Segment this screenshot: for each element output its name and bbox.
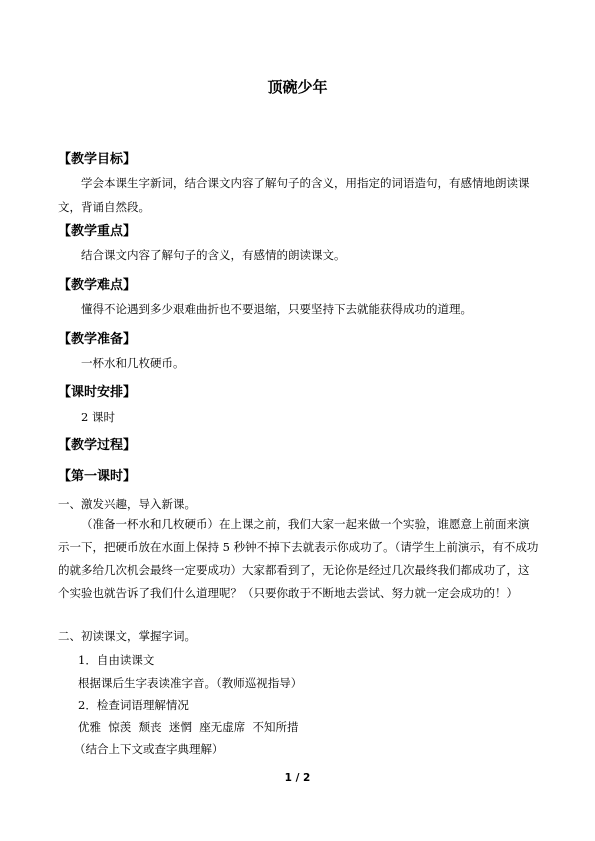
step2-title: 二、初读课文，掌握字词。 bbox=[58, 629, 196, 643]
document-title: 顶碗少年 bbox=[267, 78, 328, 96]
step2-sub1-text: 根据课后生字表读准字音。（教师巡视指导） bbox=[78, 676, 303, 690]
section-heading-key: 【教学重点】 bbox=[58, 224, 137, 239]
section-text-goal: 学会本课生字新词，结合课文内容了解句子的含义，用指定的词语造句，有感情地朗读课文，背诵自然段。 bbox=[58, 176, 530, 214]
section-heading-process: 【教学过程】 bbox=[58, 438, 137, 453]
section-text-schedule: 2 课时 bbox=[81, 410, 115, 424]
section-heading-goal: 【教学目标】 bbox=[58, 152, 137, 167]
step2-sub2-title: 2．检查词语理解情况 bbox=[78, 698, 189, 712]
step2-word-list: 优雅 惊羡 颓丧 迷惘 座无虚席 不知所措 bbox=[78, 720, 299, 734]
section-heading-difficulty: 【教学难点】 bbox=[58, 278, 137, 293]
step1-title: 一、激发兴趣，导入新课。 bbox=[58, 497, 196, 511]
section-heading-schedule: 【课时安排】 bbox=[58, 385, 137, 400]
section-text-prep: 一杯水和几枚硬币。 bbox=[81, 356, 185, 370]
step2-word-note: （结合上下文或查字典理解） bbox=[74, 742, 224, 756]
section-text-key: 结合课文内容了解句子的含义，有感情的朗读课文。 bbox=[81, 248, 346, 262]
step1-text: （准备一杯水和几枚硬币）在上课之前，我们大家一起来做一个实验，谁愿意上前面来演示一下，把硬币放在水面上保持 5 秒钟不掉下去就表示你成功了。（请学生上前演示，有不成功的就多给几次机会最终一定要成功）大家都看到了，无论你是经过几次最终我们都成功了，这个实验也就告诉了我们什么道理呢？（只要你敢于不断地去尝试、努力就一定会成功的！） bbox=[58, 517, 539, 600]
page-number: 1 / 2 bbox=[284, 772, 311, 784]
section-text-difficulty: 懂得不论遇到多少艰难曲折也不要退缩，只要坚持下去就能获得成功的道理。 bbox=[81, 302, 472, 316]
step2-sub1-title: 1．自由读课文 bbox=[78, 653, 155, 667]
section-heading-lesson1: 【第一课时】 bbox=[58, 469, 137, 484]
section-heading-prep: 【教学准备】 bbox=[58, 332, 137, 347]
